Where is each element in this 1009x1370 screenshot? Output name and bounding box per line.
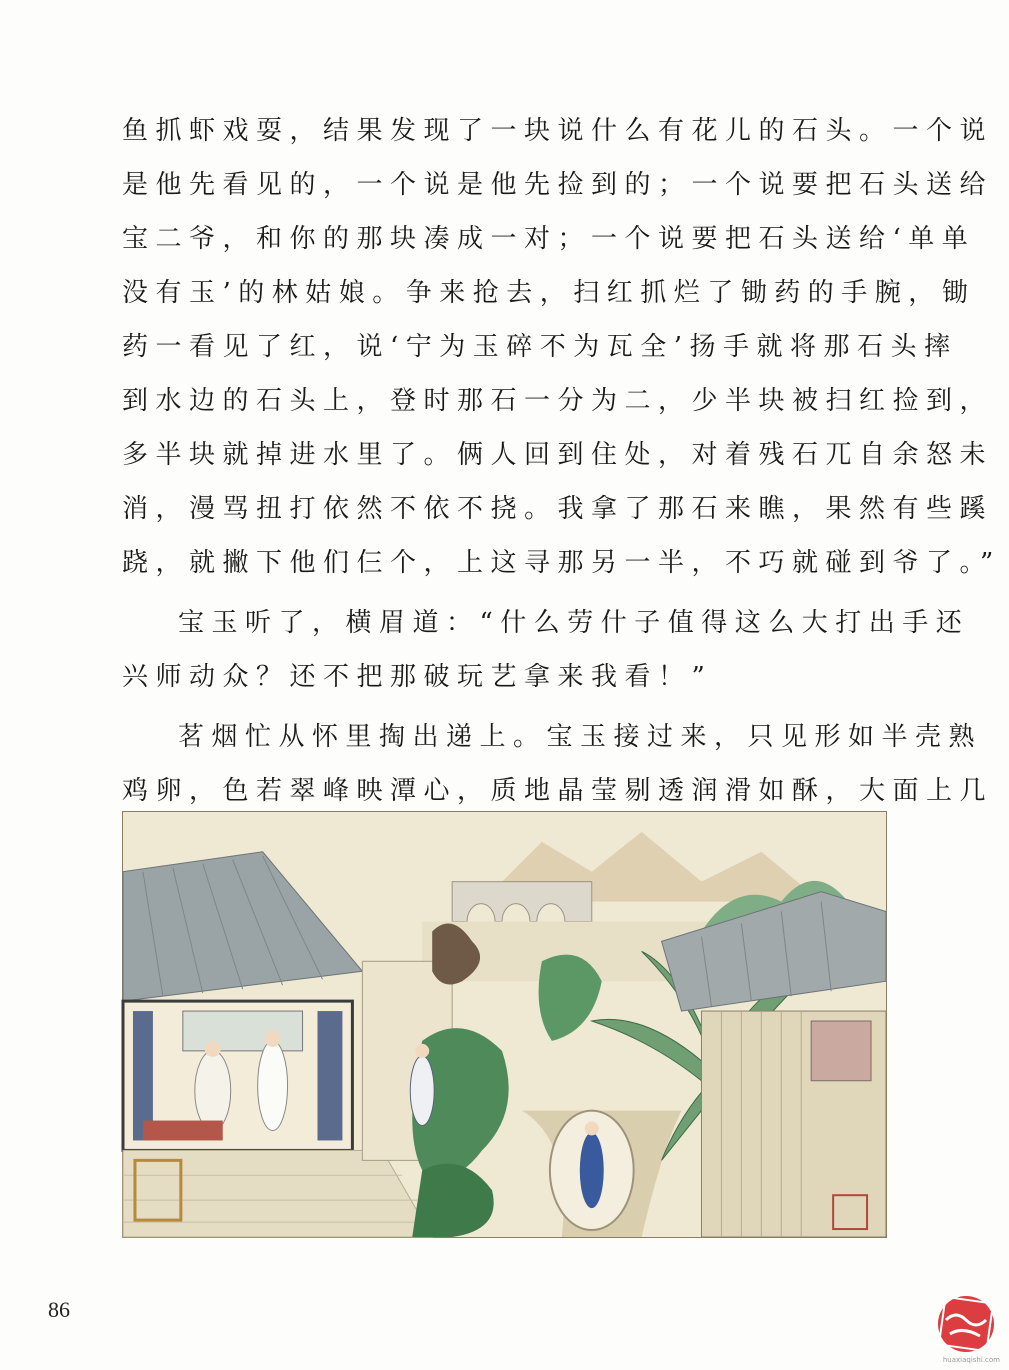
paragraph-1 bbox=[122, 104, 1001, 590]
text-line: 到水边的石头上，登时那石一分为二，少半块被扫红捡到， bbox=[122, 386, 994, 416]
text-line: 鱼抓虾戏耍，结果发现了一块说什么有花儿的石头。一个说 bbox=[122, 116, 994, 146]
seal-logo-icon bbox=[932, 1290, 1006, 1366]
page-text bbox=[122, 104, 1001, 818]
text-line: 兴师动众？还不把那破玩艺拿来我看！” bbox=[122, 662, 713, 692]
text-line: 跷，就撇下他们仨个，上这寻那另一半，不巧就碰到爷了。” bbox=[122, 548, 1001, 578]
paragraph-2 bbox=[122, 596, 970, 704]
text-line: 茗烟忙从怀里掏出递上。宝玉接过来，只见形如半壳熟 bbox=[178, 722, 983, 752]
painting-illustration bbox=[122, 811, 887, 1238]
text-line: 宝玉听了，横眉道：“什么劳什子值得这么大打出手还 bbox=[178, 608, 970, 638]
stone-terrace bbox=[123, 1150, 432, 1237]
text-line: 鸡卵，色若翠峰映潭心，质地晶莹剔透润滑如酥，大面上几 bbox=[122, 776, 994, 806]
page-number: 86 bbox=[48, 1297, 70, 1322]
text-line: 消，漫骂扭打依然不依不挠。我拿了那石来瞧，果然有些蹊 bbox=[122, 494, 994, 524]
text-line: 没有玉’的林姑娘。争来抢去，扫红抓烂了锄药的手腕，锄 bbox=[122, 278, 976, 308]
text-line: 多半块就掉进水里了。俩人回到住处，对着残石兀自余怒未 bbox=[122, 440, 994, 470]
paragraph-3 bbox=[122, 710, 994, 818]
text-line: 是他先看见的，一个说是他先捡到的；一个说要把石头送给 bbox=[122, 170, 994, 200]
arched-bridge bbox=[452, 882, 592, 922]
logo-url: huaxiaqishi.com bbox=[942, 1356, 1000, 1364]
site-logo bbox=[932, 1290, 1006, 1366]
painting-scene bbox=[123, 812, 886, 1237]
text-line: 宝二爷，和你的那块凑成一对；一个说要把石头送给‘单单 bbox=[122, 224, 976, 254]
text-line: 药一看见了红，说‘宁为玉碎不为瓦全’扬手就将那石头摔 bbox=[122, 332, 958, 362]
